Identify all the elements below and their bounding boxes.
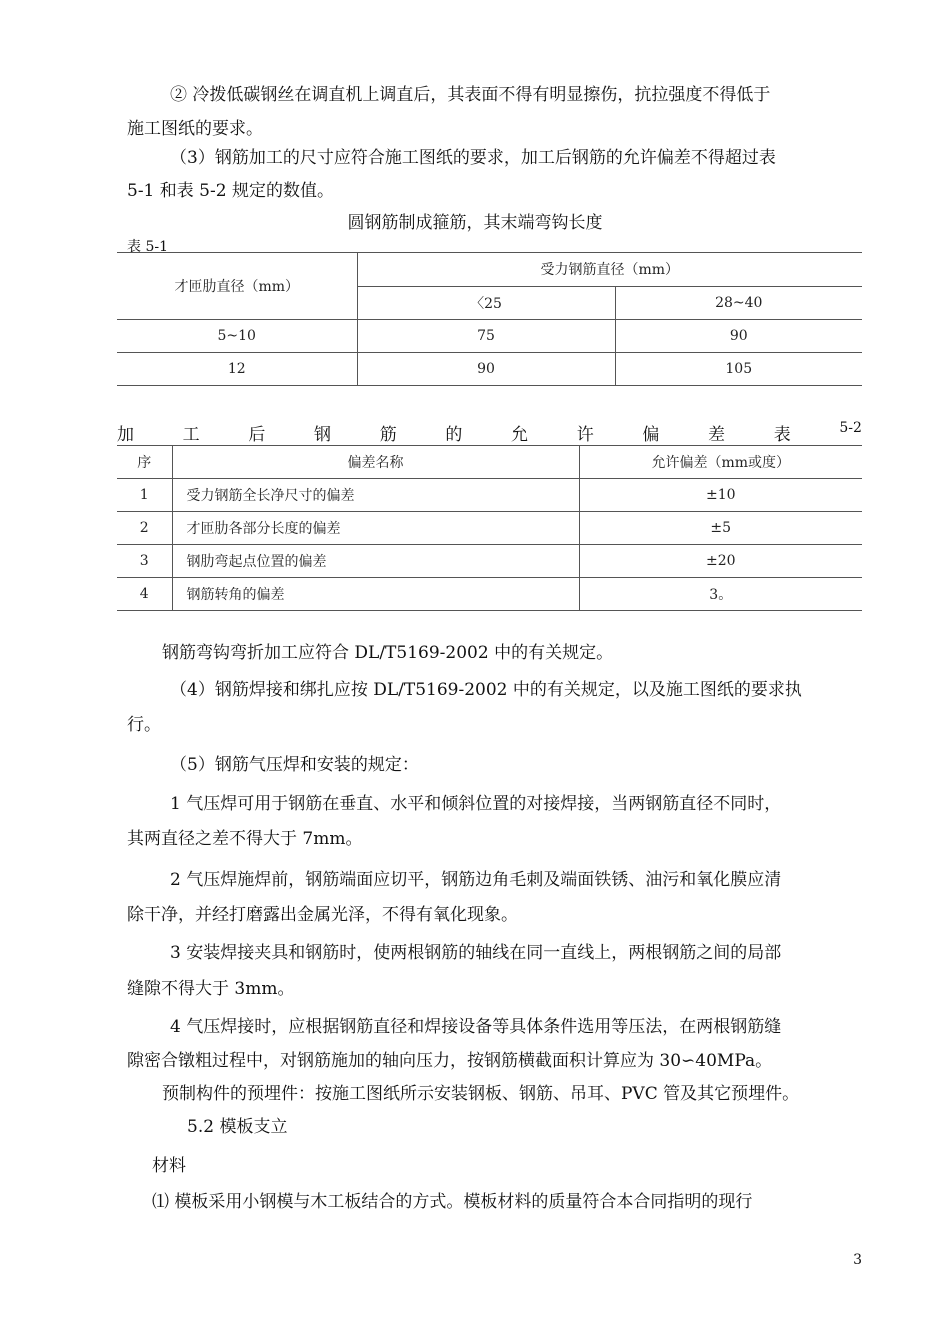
body-para-7-line-1: 4 气压焊接时，应根据钢筋直径和焊接设备等具体条件选用等压法，在两根钢筋缝 [170, 1017, 782, 1037]
table-row [117, 578, 862, 611]
table-cell: 钢筋转角的偏差 [172, 578, 579, 611]
table2-header: 允许偏差（mm或度） [579, 446, 862, 479]
caption-char: 许 [576, 425, 594, 445]
table-cell: 75 [357, 320, 615, 353]
para-1-line-2: 施工图纸的要求。 [127, 119, 263, 139]
table2-header: 偏差名称 [172, 446, 579, 479]
caption-char: 钢 [314, 425, 332, 445]
table-cell: 3 [117, 545, 172, 578]
body-para-2-line-2: 行。 [127, 715, 161, 735]
body-para-4-line-2: 其两直径之差不得大于 7mm。 [127, 829, 363, 849]
table-row [117, 320, 862, 353]
table-cell: ±10 [579, 479, 862, 512]
table-row [117, 512, 862, 545]
table-row [117, 545, 862, 578]
body-para-1: 钢筋弯钩弯折加工应符合 DL/T5169-2002 中的有关规定。 [162, 643, 614, 663]
body-para-5-line-2: 除干净，并经打磨露出金属光泽，不得有氧化现象。 [127, 905, 518, 925]
para-1-line-1: ② 冷拨低碳钢丝在调直机上调直后，其表面不得有明显擦伤，抗拉强度不得低于 [170, 85, 771, 105]
table-cell: 钢肋弯起点位置的偏差 [172, 545, 579, 578]
subheading-materials: 材料 [152, 1156, 186, 1176]
table-cell: 才匝肋各部分长度的偏差 [172, 512, 579, 545]
body-para-6-line-2: 缝隙不得大于 3mm。 [127, 979, 295, 999]
body-para-2-line-1: （4）钢筋焊接和绑扎应按 DL/T5169-2002 中的有关规定，以及施工图纸的要求执 [170, 680, 802, 700]
caption-char: 筋 [379, 425, 397, 445]
table1-label: 表 5-1 [127, 239, 168, 255]
table-cell: 4 [117, 578, 172, 611]
table-cell: 90 [615, 320, 862, 353]
body-para-8: 预制构件的预埋件：按施工图纸所示安装钢板、钢筋、吊耳、PVC 管及其它预埋件。 [162, 1084, 800, 1104]
table-row [117, 479, 862, 512]
table-cell: ±20 [579, 545, 862, 578]
table-cell: 90 [357, 353, 615, 386]
table-cell: 3。 [579, 578, 862, 611]
body-para-11: ⑴ 模板采用小钢模与木工板结合的方式。模板材料的质量符合本合同指明的现行 [152, 1192, 753, 1212]
table2-header: 序 [117, 446, 172, 479]
table1-sub-header: 28~40 [615, 286, 862, 320]
table-5-1 [117, 252, 862, 386]
body-para-5-line-1: 2 气压焊施焊前，钢筋端面应切平，钢筋边角毛刺及端面铁锈、油污和氧化膜应清 [170, 870, 782, 890]
body-para-4-line-1: 1 气压焊可用于钢筋在垂直、水平和倾斜位置的对接焊接，当两钢筋直径不同时， [170, 794, 782, 814]
table-cell: 1 [117, 479, 172, 512]
body-para-7-line-2: 隙密合镦粗过程中，对钢筋施加的轴向压力，按钢筋横截面积计算应为 30∽40MPa。 [127, 1051, 773, 1071]
table-cell: 5~10 [117, 320, 357, 353]
page-number: 3 [853, 1252, 862, 1268]
body-para-6-line-1: 3 安装焊接夹具和钢筋时，使两根钢筋的轴线在同一直线上，两根钢筋之间的局部 [170, 943, 782, 963]
caption-char: 表 [773, 425, 791, 445]
table1-caption: 圆钢筋制成箍筋，其末端弯钩长度 [347, 213, 603, 233]
para-2-line-1: （3）钢筋加工的尺寸应符合施工图纸的要求，加工后钢筋的允许偏差不得超过表 [170, 148, 776, 168]
table2-caption [117, 420, 862, 445]
caption-char: 工 [182, 425, 200, 445]
para-2-line-2: 5-1 和表 5-2 规定的数值。 [127, 181, 334, 201]
table-cell: 2 [117, 512, 172, 545]
caption-char: 5-2 [839, 420, 862, 436]
table-cell: 12 [117, 353, 357, 386]
caption-char: 允 [511, 425, 529, 445]
table-cell: ±5 [579, 512, 862, 545]
caption-char: 的 [445, 425, 463, 445]
caption-char: 差 [708, 425, 726, 445]
section-heading: 5.2 模板支立 [187, 1117, 288, 1137]
table1-group-header: 受力钢筋直径（mm） [357, 253, 862, 287]
body-para-3: （5）钢筋气压焊和安装的规定： [170, 755, 419, 775]
table1-sub-header: 〈25 [357, 286, 615, 320]
caption-char: 后 [248, 425, 266, 445]
table-cell: 105 [615, 353, 862, 386]
table-cell: 受力钢筋全长净尺寸的偏差 [172, 479, 579, 512]
table1-row-header: 才匝肋直径（mm） [117, 253, 357, 320]
caption-char: 加 [117, 425, 134, 445]
caption-char: 偏 [642, 425, 660, 445]
table-5-2 [117, 445, 862, 611]
table-row [117, 353, 862, 386]
